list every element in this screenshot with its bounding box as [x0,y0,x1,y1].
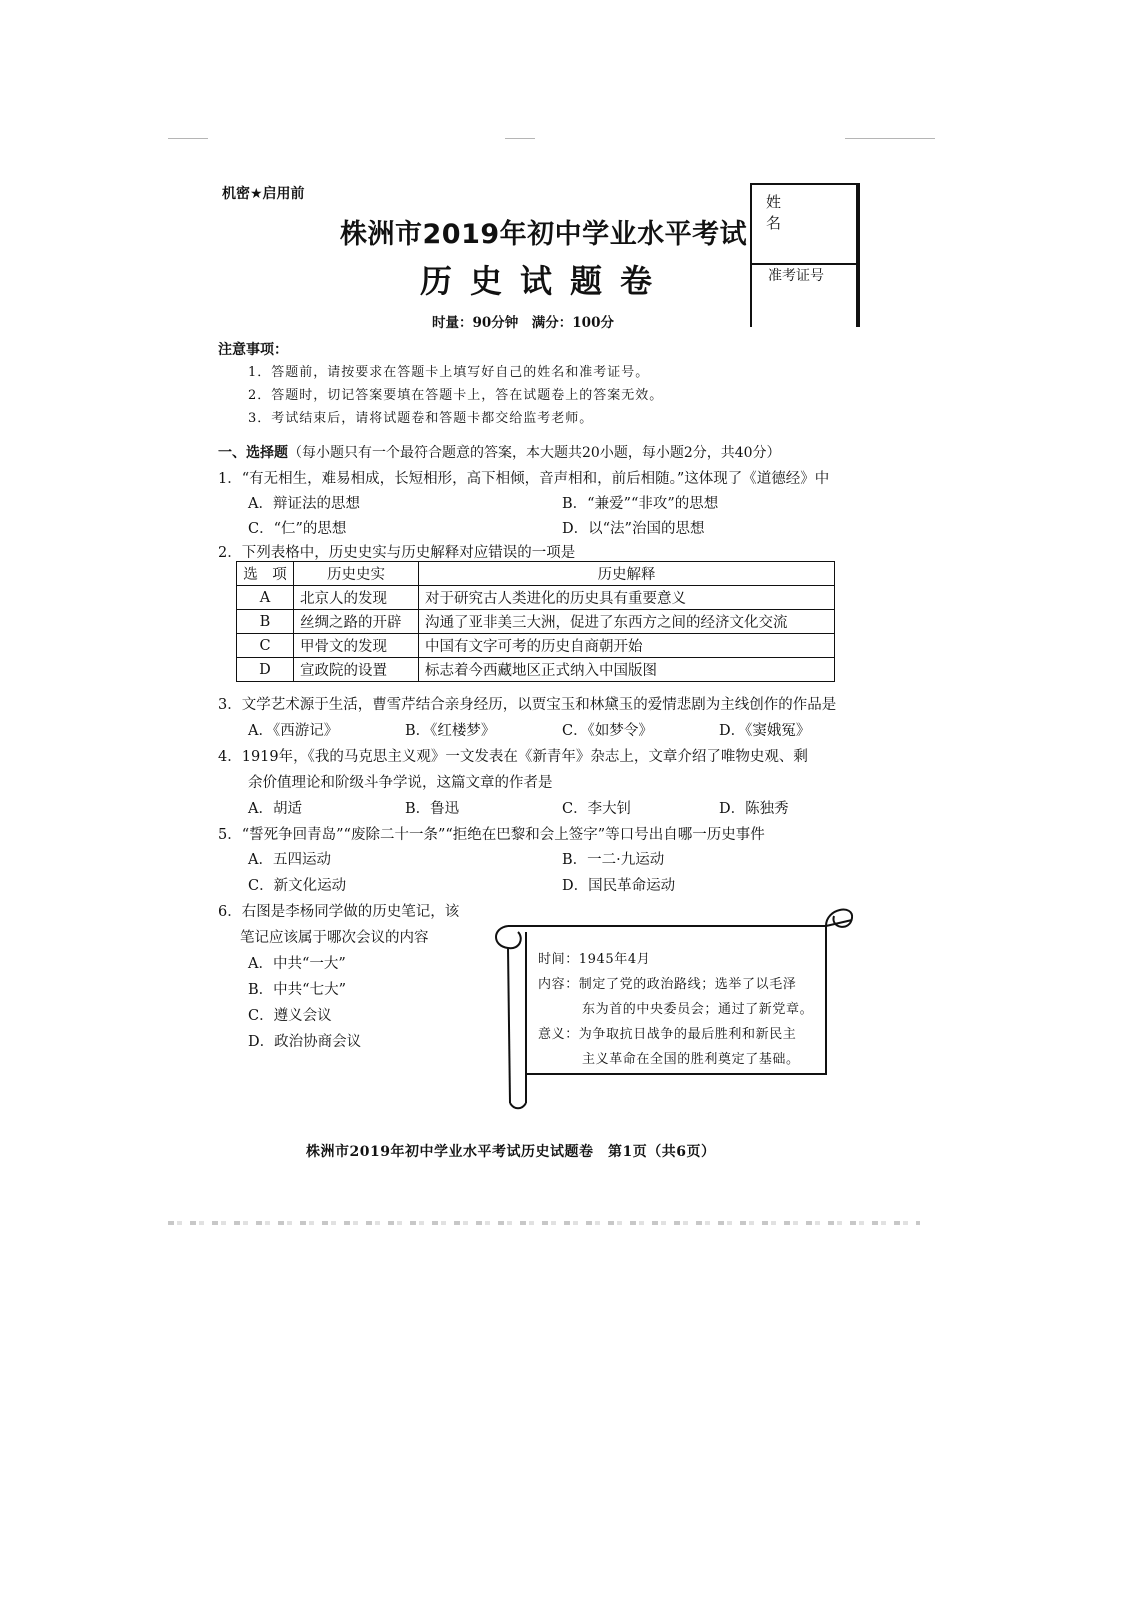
question-6-option-b: B．中共“七大” [248,982,346,998]
notes-title: 注意事项： [218,342,288,358]
question-6-option-a: A．中共“一大” [248,956,346,972]
note-item: 2．答题时，切记答案要填在答题卡上，答在试题卷上的答案无效。 [248,388,664,403]
question-4-option-a: A．胡适 [248,801,302,817]
table-cell: D [237,658,294,682]
table-cell: A [237,586,294,610]
table-cell: 甲骨文的发现 [294,634,419,658]
table-cell: B [237,610,294,634]
question-1-option-d: D．以“法”治国的思想 [562,521,705,537]
table-header-cell: 选 项 [237,562,294,586]
exam-subject: 历史试题卷 [420,262,671,300]
table-cell: 北京人的发现 [294,586,419,610]
name-label: 姓 名 [766,193,837,232]
question-3-option-a: A．《西游记》 [248,723,339,739]
id-label: 准考证号 [768,268,824,284]
question-4-option-b: B．鲁迅 [405,801,460,817]
question-4-option-d: D．陈独秀 [719,801,789,817]
question-3-option-c: C．《如梦令》 [562,723,653,739]
question-1-option-b: B．“兼爱”“非攻”的思想 [562,496,719,512]
question-5-option-c: C．新文化运动 [248,878,347,894]
note-meaning-line1: 意义：为争取抗日战争的最后胜利和新民主 [538,1027,797,1042]
table-header-row [237,562,835,586]
exam-timing: 时量：90分钟 满分：100分 [432,315,614,331]
table-row [237,610,835,634]
note-meaning-line2: 主义革命在全国的胜利奠定了基础。 [582,1052,800,1067]
question-1-option-c: C．“仁”的思想 [248,521,347,537]
section-heading [218,442,781,462]
table-cell: 丝绸之路的开辟 [294,610,419,634]
question-4-stem-line2: 余价值理论和阶级斗争学说，这篇文章的作者是 [248,775,553,791]
question-1-stem: 1．“有无相生，难易相成，长短相形，高下相倾，音声相和，前后相随。”这体现了《道德经》中 [218,471,830,487]
question-3-option-b: B．《红楼梦》 [405,723,496,739]
table-cell: 对于研究古人类进化的历史具有重要意义 [419,586,835,610]
question-4-stem-line1: 4．1919年，《我的马克思主义观》一文发表在《新青年》杂志上，文章介绍了唯物史观、剩 [218,749,808,765]
scroll-left-roll-bottom [510,1103,526,1108]
question-5-option-d: D．国民革命运动 [562,878,676,894]
table-header-cell: 历史解释 [419,562,835,586]
name-box [750,183,860,327]
question-6-option-d: D．政治协商会议 [248,1034,362,1050]
note-content-line2: 东为首的中央委员会；通过了新党章。 [582,1002,814,1017]
table-header-cell: 历史史实 [294,562,419,586]
table-cell: C [237,634,294,658]
table-row [237,586,835,610]
note-item: 3．考试结束后，请将试题卷和答题卡都交给监考老师。 [248,411,594,426]
table-row [237,658,835,682]
table-cell: 标志着今西藏地区正式纳入中国版图 [419,658,835,682]
question-5-option-a: A．五四运动 [248,852,331,868]
history-table [236,561,835,682]
confidential-label: 机密★启用前 [222,186,305,202]
question-3-stem: 3．文学艺术源于生活，曹雪芹结合亲身经历，以贾宝玉和林黛玉的爱情悲剧为主线创作的作品是 [218,697,837,713]
table-cell: 宣政院的设置 [294,658,419,682]
scroll-left-roll-top [496,926,521,948]
table-cell: 沟通了亚非美三大洲，促进了东西方之间的经济文化交流 [419,610,835,634]
question-6-stem-line2: 笔记应该属于哪次会议的内容 [240,930,429,946]
table-row [237,634,835,658]
note-item: 1．答题前，请按要求在答题卡上填写好自己的姓名和准考证号。 [248,365,650,380]
question-5-stem: 5．“誓死争回青岛”“废除二十一条”“拒绝在巴黎和会上签字”等口号出自哪一历史事件 [218,827,765,843]
question-4-option-c: C．李大钊 [562,801,632,817]
exam-title: 株洲市2019年初中学业水平考试 [340,219,748,250]
question-3-option-d: D．《窦娥冤》 [719,723,811,739]
question-1-option-a: A．辩证法的思想 [248,496,360,512]
section-title: 一、选择题 [218,445,288,461]
scan-artifact [505,138,535,139]
note-content-line1: 内容：制定了党的政治路线；选举了以毛泽 [538,977,797,992]
question-5-option-b: B．一二·九运动 [562,852,665,868]
table-cell: 中国有文字可考的历史自商朝开始 [419,634,835,658]
scan-artifact [168,138,208,139]
scroll-left-roll-side [508,948,510,1103]
page-footer: 株洲市2019年初中学业水平考试历史试题卷 第1页（共6页） [306,1144,716,1160]
scan-noise [168,1221,920,1225]
question-6-stem-line1: 6．右图是李杨同学做的历史笔记，该 [218,904,460,920]
note-time: 时间：1945年4月 [538,952,651,967]
scan-artifact [845,138,935,139]
section-desc: （每小题只有一个最符合题意的答案，本大题共20小题，每小题2分，共40分） [288,445,781,461]
question-2-stem: 2．下列表格中，历史史实与历史解释对应错误的一项是 [218,545,576,561]
question-6-option-c: C．遵义会议 [248,1008,332,1024]
